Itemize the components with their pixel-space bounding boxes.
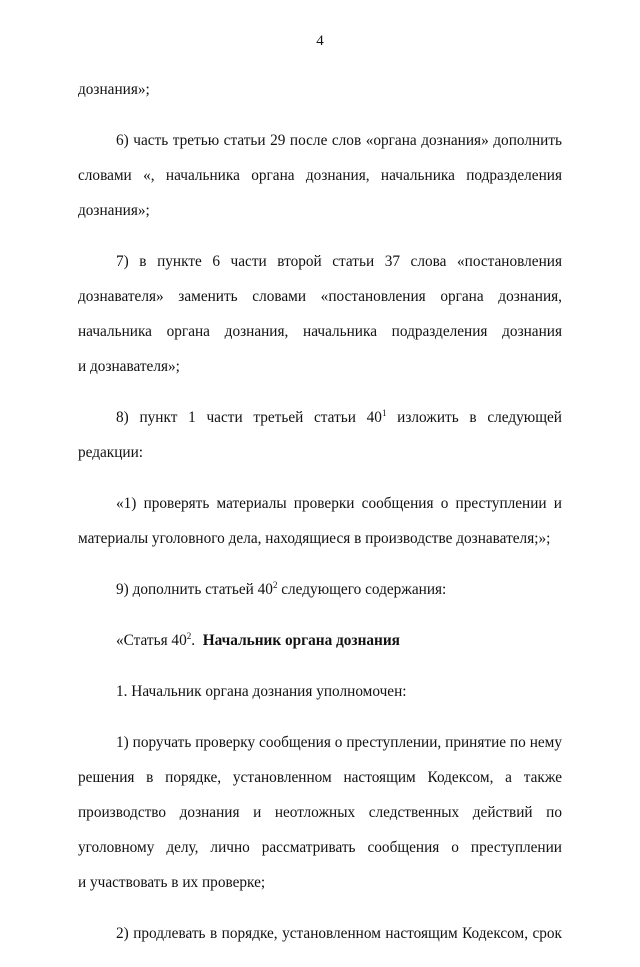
text-line: 1) поручать проверку сообщения о преступлении, принятие по нему xyxy=(116,734,562,751)
text-line: уголовному делу, лично рассматривать сообщения о преступлении xyxy=(78,839,562,856)
text-line: дознавателя» заменить словами «постановления органа дознания, xyxy=(78,288,562,305)
page-number: 4 xyxy=(316,33,324,49)
text-line: и участвовать в их проверке; xyxy=(78,874,266,891)
paragraph-subclause-1 xyxy=(78,725,562,900)
superscript: 2 xyxy=(272,579,278,590)
text-line: словами «, начальника органа дознания, начальника подразделения xyxy=(78,167,562,184)
text-line xyxy=(78,400,562,435)
text-fragment: 8) пункт 1 части третьей статьи 40 xyxy=(116,409,382,426)
paragraph-continuation: дознания»; xyxy=(78,81,150,98)
text-line: решения в порядке, установленном настоящим Кодексом, а также xyxy=(78,769,562,786)
text-line: материалы уголовного дела, находящиеся в производстве дознавателя;»; xyxy=(78,530,551,547)
article-prefix: «Статья 40 xyxy=(116,632,187,649)
article-separator: . xyxy=(191,632,196,649)
article-heading xyxy=(78,623,562,658)
text-line: дознания»; xyxy=(78,202,150,219)
text-line: производство дознания и неотложных следственных действий по xyxy=(78,804,562,821)
paragraph-item-9 xyxy=(78,572,562,607)
text-line: начальника органа дознания, начальника подразделения дознания xyxy=(78,323,562,340)
text-line: 7) в пункте 6 части второй статьи 37 слова «постановления xyxy=(116,253,562,270)
text-line: 6) часть третью статьи 29 после слов «органа дознания» дополнить xyxy=(116,132,562,149)
paragraph-item-6 xyxy=(78,123,562,228)
text-line: 2) продлевать в порядке, установленном настоящим Кодексом, срок xyxy=(116,925,562,942)
document-body xyxy=(78,72,562,967)
paragraph-item-8 xyxy=(78,400,562,470)
paragraph-item-7 xyxy=(78,244,562,384)
paragraph-subclause-2 xyxy=(78,916,562,951)
text-line: «1) проверять материалы проверки сообщения о преступлении и xyxy=(116,495,562,512)
superscript: 1 xyxy=(381,407,387,418)
text-line: редакции: xyxy=(78,444,144,461)
paragraph-quote-1 xyxy=(78,486,562,556)
superscript: 2 xyxy=(186,630,192,641)
article-title: Начальник органа дознания xyxy=(202,632,400,649)
paragraph-clause-1: 1. Начальник органа дознания уполномочен: xyxy=(116,683,407,700)
text-fragment: изложить в следующей xyxy=(386,409,562,426)
text-line: и дознавателя»; xyxy=(78,358,180,375)
text-fragment: 9) дополнить статьей 40 xyxy=(116,581,273,598)
text-fragment: следующего содержания: xyxy=(277,581,447,598)
